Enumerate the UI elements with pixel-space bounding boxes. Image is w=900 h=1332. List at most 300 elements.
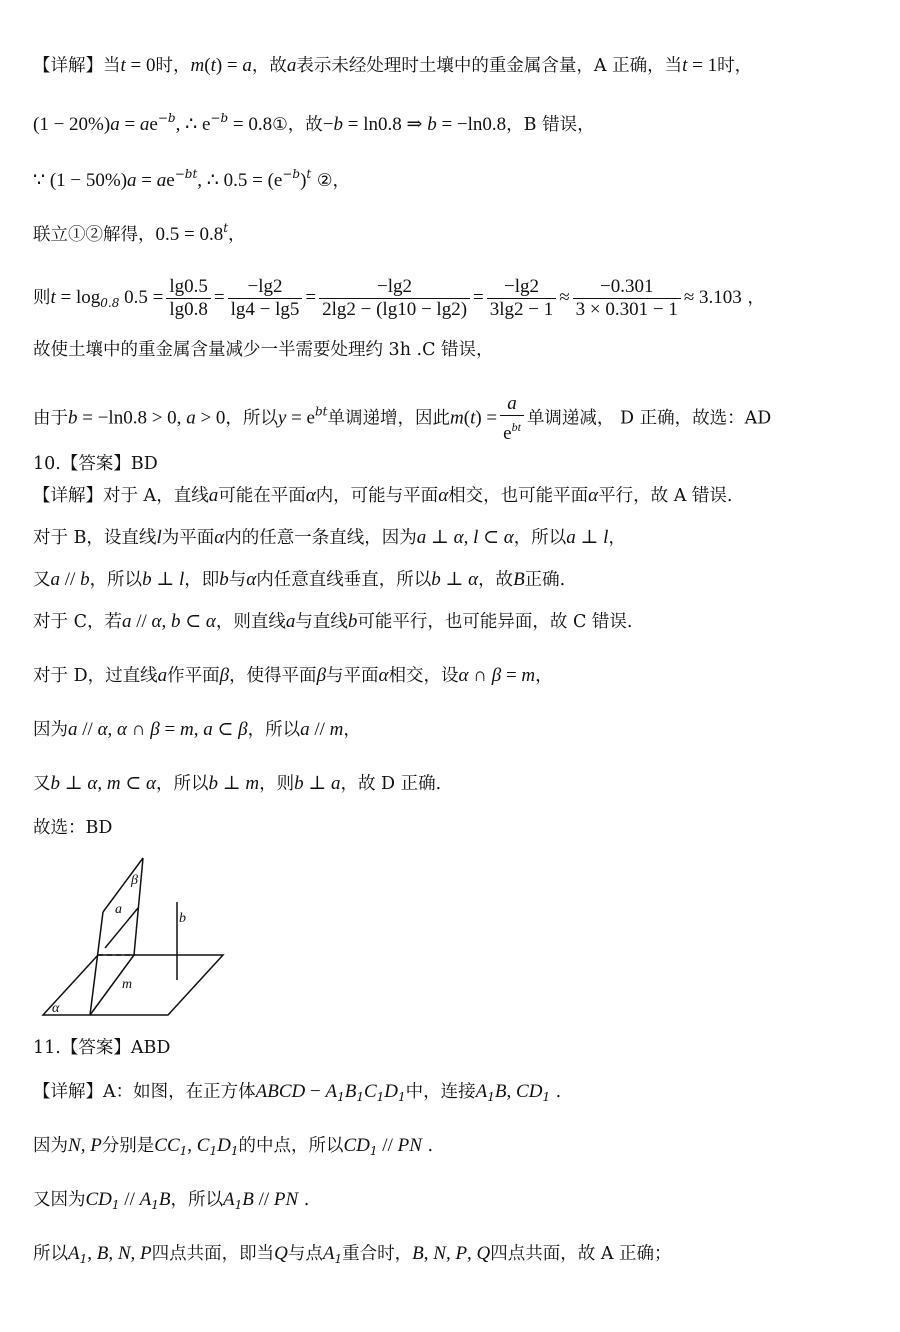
fraction-denominator: lg4 − lg5	[230, 299, 300, 320]
math-run: CD	[85, 1189, 112, 1210]
label-alpha: α	[52, 1001, 60, 1016]
math-run: b	[427, 114, 437, 135]
math-run: ,	[97, 773, 107, 794]
math-run: D	[384, 1081, 399, 1102]
math-run: //	[309, 719, 330, 740]
text-run: 相交，设	[388, 666, 459, 686]
text-run: 可能平行，也可能异面，故 C 错误.	[357, 612, 633, 632]
math-run: ,	[80, 1135, 91, 1156]
text-run: 与平面	[326, 666, 379, 686]
math-run: a	[300, 719, 310, 740]
math-run: ABCD	[255, 1081, 306, 1102]
math-run: ⊂	[120, 773, 147, 794]
math-run: ⊥	[60, 773, 88, 794]
math-run: α	[438, 485, 449, 506]
math-run: b	[80, 569, 90, 590]
text-run: ①，故	[272, 115, 323, 135]
math-run: (1 − 20%)	[33, 114, 111, 135]
math-run: P	[140, 1243, 152, 1264]
math-run: a	[285, 611, 296, 632]
text-run: 联立①②解得，	[33, 225, 156, 245]
math-run: l	[178, 569, 185, 590]
math-run: l	[473, 527, 479, 548]
math-run: b	[50, 773, 60, 794]
text-run: 分别是	[101, 1136, 155, 1156]
math-run: 1	[230, 1144, 239, 1158]
text-run: ，故	[478, 570, 514, 590]
math-run: 1	[179, 1144, 188, 1158]
text-run: 单调递增，因此	[327, 408, 451, 429]
math-run: b	[333, 114, 344, 135]
math-run: A	[475, 1081, 488, 1102]
math-run: ⊂	[212, 719, 239, 740]
text-run: 故使土壤中的重金属含量减少一半需要处理约 3h .C 错误，	[33, 340, 494, 360]
math-run: = −ln0.8 > 0,	[77, 407, 187, 429]
math-run: ∵ (1 − 50%)	[33, 170, 128, 191]
text-run: 中，连接	[405, 1082, 476, 1102]
math-run: m	[329, 719, 344, 740]
text-run: .	[298, 1190, 310, 1210]
text-run: 正确.	[524, 570, 566, 590]
text-run: 故选：BD	[33, 818, 113, 838]
solution-10-b2-line	[33, 568, 565, 592]
solution-9-c-line	[33, 338, 494, 362]
math-run: 0.8	[100, 296, 120, 310]
text-run: ，	[535, 666, 553, 686]
math-run: α	[117, 719, 128, 740]
math-run: a	[127, 170, 137, 191]
math-run: 1	[79, 1252, 88, 1266]
text-run: 内，可能与平面	[315, 486, 439, 506]
math-run: ⊥	[303, 773, 331, 794]
text-run: 内的任意一条直线，因为	[224, 528, 417, 548]
math-run: b	[208, 773, 218, 794]
math-run: CD	[343, 1135, 370, 1156]
text-run: 【详解】当	[33, 56, 121, 76]
math-run: a	[242, 55, 252, 76]
solution-10-d-line	[33, 664, 553, 688]
text-run: 因为	[33, 720, 68, 740]
math-run: a	[157, 665, 168, 686]
math-run: −	[305, 1081, 326, 1102]
math-run: //	[377, 1135, 398, 1156]
solution-9-d-line	[33, 393, 771, 445]
math-run: (	[204, 55, 211, 76]
label-beta: β	[131, 873, 138, 888]
math-run: b	[171, 611, 181, 632]
math-run: ⊥	[426, 527, 454, 548]
text-run: 对于 D，过直线	[33, 666, 158, 686]
math-run: ,	[187, 1135, 197, 1156]
math-run: α	[205, 611, 216, 632]
fraction-denominator: lg0.8	[169, 299, 208, 320]
math-run: ,	[161, 611, 171, 632]
solution-11-a-line	[33, 1080, 561, 1109]
text-run: 可能在平面	[218, 486, 306, 506]
math-run: =	[501, 665, 522, 686]
text-run: ，则直线	[215, 612, 286, 632]
choice-10-line	[33, 816, 112, 840]
math-run: α	[378, 665, 389, 686]
text-run: 与	[228, 570, 247, 590]
math-run: m	[106, 773, 121, 794]
math-run: −b	[210, 111, 229, 125]
label-b: b	[179, 911, 186, 926]
math-run: N	[433, 1243, 446, 1264]
math-run: ∩	[127, 719, 151, 740]
math-run: a	[156, 170, 167, 191]
text-run: ，故 D 正确.	[340, 774, 442, 794]
math-run: ,	[463, 527, 474, 548]
math-run: m	[190, 55, 205, 76]
text-run: ，使得平面	[229, 666, 317, 686]
math-run: β	[238, 719, 248, 740]
math-run: =	[136, 170, 157, 191]
math-run: ≈	[559, 287, 570, 308]
math-run: m	[450, 407, 464, 429]
math-run: ,	[130, 1243, 141, 1264]
math-run: 1	[376, 1090, 385, 1104]
math-run: ≈ 3.103	[683, 287, 742, 308]
math-run: e	[149, 114, 158, 135]
math-run: α	[246, 569, 257, 590]
math-run: t	[210, 55, 216, 76]
math-run: α	[151, 611, 162, 632]
math-run: t	[682, 55, 688, 76]
math-run: a	[286, 55, 297, 76]
text-run: 对于 C，若	[33, 612, 122, 632]
math-run: = ln0.8 ⇒	[343, 114, 428, 135]
math-run: Q	[476, 1243, 491, 1264]
fraction	[319, 276, 470, 321]
math-run: C	[363, 1081, 377, 1102]
fraction-numerator: a	[500, 393, 524, 416]
math-run: a	[139, 114, 150, 135]
math-run: ⊥	[151, 569, 179, 590]
math-run: α	[214, 527, 225, 548]
text-run: 时，	[155, 56, 191, 76]
text-run: 表示未经处理时土壤中的重金属含量，A 正确，当	[296, 56, 683, 76]
text-run: 又因为	[33, 1190, 86, 1210]
fraction-denominator: 2lg2 − (lg10 − lg2)	[322, 299, 468, 320]
fraction-numerator: −0.301	[573, 276, 681, 299]
math-run: B	[412, 1243, 424, 1264]
math-run: N	[68, 1135, 81, 1156]
math-run: 1	[369, 1144, 378, 1158]
math-run: 1	[337, 1090, 345, 1104]
math-run: l	[603, 527, 609, 548]
solution-10-d3-line	[33, 772, 441, 796]
text-run: 单调递减， D 正确，故选：AD	[526, 408, 772, 429]
math-run: =	[119, 114, 140, 135]
math-run: l	[156, 527, 162, 548]
math-run: = e	[286, 407, 315, 429]
math-run: 1	[234, 1198, 243, 1212]
math-run: a	[50, 569, 60, 590]
math-run: ) =	[475, 407, 498, 429]
math-run: ⊂	[478, 527, 504, 548]
fraction-denominator: 3lg2 − 1	[489, 299, 554, 320]
math-run: = log	[55, 287, 101, 308]
math-run: a	[330, 773, 341, 794]
math-run: A	[222, 1189, 235, 1210]
math-run: = 1	[687, 55, 718, 76]
math-run: α	[146, 773, 156, 794]
math-run: α	[305, 485, 316, 506]
math-run: α	[87, 773, 98, 794]
math-run: P	[90, 1135, 102, 1156]
solution-9-intro-line	[33, 54, 752, 78]
math-run: 1	[542, 1090, 551, 1104]
math-run: =	[159, 719, 180, 740]
math-run: e	[166, 170, 175, 191]
math-run: P	[455, 1243, 468, 1264]
math-run: y	[277, 407, 287, 429]
math-run: b	[68, 407, 78, 429]
math-run: β	[316, 665, 327, 686]
math-run: β	[491, 665, 502, 686]
text-run: ，B 错误，	[506, 115, 595, 135]
text-run: 与点	[287, 1244, 323, 1264]
math-run: 1	[209, 1144, 218, 1158]
math-run: α	[458, 665, 469, 686]
math-run: 1	[334, 1252, 343, 1266]
math-run: a	[203, 719, 213, 740]
math-run: B	[494, 1081, 507, 1102]
math-run: ⊥	[218, 773, 246, 794]
math-run: 1	[487, 1090, 495, 1104]
math-run: //	[60, 569, 81, 590]
math-run: m	[521, 665, 536, 686]
math-run: −bt	[174, 167, 198, 181]
text-run: 与直线	[295, 612, 348, 632]
fraction	[487, 276, 557, 321]
math-run: B	[513, 569, 525, 590]
math-run: ∩	[468, 665, 492, 686]
fraction-numerator: −lg2	[228, 276, 303, 299]
text-run: ，所以	[89, 570, 143, 590]
text-run: ，即	[184, 570, 220, 590]
fraction	[573, 276, 681, 321]
label-m: m	[122, 977, 133, 992]
math-run: ,	[467, 1243, 477, 1264]
text-run: 平行，故 A 错误.	[598, 486, 733, 506]
math-run: =	[473, 287, 484, 308]
text-run: .	[550, 1082, 562, 1102]
text-run: 11.【答案】ABD	[33, 1038, 171, 1058]
math-run: −b	[282, 167, 301, 181]
math-run: = 0.8	[228, 114, 273, 135]
math-run: , ∴ 0.5 = (e	[197, 170, 283, 191]
answer-10-heading	[33, 452, 158, 476]
math-run: ,	[87, 1243, 97, 1264]
text-run: 作平面	[167, 666, 220, 686]
math-run: b	[142, 569, 152, 590]
math-run: > 0	[195, 407, 226, 429]
math-run: PN	[273, 1189, 299, 1210]
math-run: β	[150, 719, 160, 740]
text-run: ，	[228, 225, 246, 245]
fraction	[166, 276, 211, 321]
text-run: ，所以	[247, 720, 301, 740]
solution-9-combine-line	[33, 216, 246, 247]
math-run: = 0	[125, 55, 156, 76]
math-run: b	[219, 569, 229, 590]
fraction-numerator: −lg2	[487, 276, 557, 299]
solution-11-mid-line	[33, 1134, 433, 1163]
math-run: b	[431, 569, 441, 590]
math-run: A	[68, 1243, 80, 1264]
math-run: CD	[516, 1081, 543, 1102]
math-run: ⊥	[440, 569, 469, 590]
text-run: ，	[741, 288, 765, 308]
math-run: a	[68, 719, 78, 740]
text-run: ，所以	[170, 1190, 223, 1210]
plane-diagram	[38, 850, 228, 1020]
math-run: , ∴ e	[175, 114, 211, 135]
math-run: C	[196, 1135, 210, 1156]
math-run: ,	[506, 1081, 517, 1102]
text-run: ，所以	[156, 774, 209, 794]
math-run: ,	[445, 1243, 456, 1264]
math-run: = −ln0.8	[436, 114, 507, 135]
math-run: 0.5 =	[119, 287, 164, 308]
math-run: bt	[315, 404, 328, 419]
math-run: 1	[398, 1090, 406, 1104]
math-run: m	[179, 719, 194, 740]
text-run: 的中点，所以	[238, 1136, 344, 1156]
math-run: //	[119, 1189, 140, 1210]
text-run: ，所以	[225, 408, 278, 429]
math-run: Q	[274, 1243, 288, 1264]
fraction	[228, 276, 303, 321]
math-run: −b	[157, 111, 176, 125]
fraction-numerator: −lg2	[319, 276, 470, 299]
text-run: 由于	[33, 408, 68, 429]
math-run: ⊂	[180, 611, 206, 632]
text-run: 又	[33, 774, 51, 794]
math-run: B	[158, 1189, 171, 1210]
text-run: 又	[33, 570, 51, 590]
math-run: 1	[151, 1198, 159, 1212]
math-run: t	[306, 167, 312, 181]
math-run: ,	[108, 1243, 118, 1264]
math-run: α	[588, 485, 599, 506]
math-run: ,	[423, 1243, 434, 1264]
answer-11-heading	[33, 1036, 170, 1060]
solution-11-coplanar-line	[33, 1242, 672, 1271]
math-run: a	[186, 407, 196, 429]
math-run: β	[219, 665, 230, 686]
text-run: ②，	[311, 171, 351, 191]
math-run: ,	[107, 719, 118, 740]
text-run: ，故	[251, 56, 287, 76]
math-run: //	[77, 719, 98, 740]
math-run: //	[131, 611, 152, 632]
text-run: 四点共面，故 A 正确；	[490, 1244, 672, 1264]
text-run: ，	[608, 528, 626, 548]
text-run: 重合时，	[342, 1244, 413, 1264]
text-run: 10.【答案】BD	[33, 454, 158, 474]
math-run: ,	[193, 719, 204, 740]
fraction-numerator: lg0.5	[166, 276, 211, 299]
label-a: a	[115, 902, 122, 917]
math-run: N	[117, 1243, 131, 1264]
math-run: α	[468, 569, 479, 590]
solution-9-eq2-line	[33, 162, 350, 193]
math-run: 1	[356, 1090, 364, 1104]
math-run: t	[50, 287, 56, 308]
fraction-denominator: 3 × 0.301 − 1	[575, 299, 678, 320]
solution-10-b-line	[33, 526, 626, 550]
math-run: B	[242, 1189, 254, 1210]
math-run: A	[325, 1081, 338, 1102]
plane-alpha-shape	[43, 955, 223, 1015]
math-run: a	[208, 485, 219, 506]
math-run: a	[110, 114, 120, 135]
math-run: t	[223, 221, 229, 235]
math-run: A	[322, 1243, 335, 1264]
math-run: D	[217, 1135, 231, 1156]
math-run: B	[96, 1243, 109, 1264]
math-run: a	[416, 527, 427, 548]
math-run: t	[470, 407, 476, 429]
math-run: A	[139, 1189, 152, 1210]
math-run: ) =	[215, 55, 243, 76]
math-run: t	[120, 55, 126, 76]
text-run: ，	[343, 720, 361, 740]
text-run: 因为	[33, 1136, 68, 1156]
text-run: 时，	[717, 56, 753, 76]
solution-10-d2-line	[33, 718, 361, 742]
solution-10-c-line	[33, 610, 632, 634]
math-run: =	[213, 287, 225, 308]
math-run: a	[566, 527, 576, 548]
fraction-denominator: $e^{bt}$	[503, 420, 521, 444]
fraction	[500, 393, 524, 445]
text-run: .	[421, 1136, 434, 1156]
solution-9-b-line	[33, 106, 595, 137]
math-run: CC	[154, 1135, 180, 1156]
math-run: b	[347, 611, 358, 632]
math-run: m	[245, 773, 260, 794]
math-run: ⊥	[575, 527, 604, 548]
math-run: −	[322, 114, 334, 135]
text-run: 四点共面，即当	[151, 1244, 275, 1264]
math-run: α	[453, 527, 464, 548]
math-run: )	[300, 170, 307, 191]
math-run: B	[344, 1081, 357, 1102]
solution-10-a-line	[33, 484, 732, 508]
math-run: b	[294, 773, 304, 794]
math-run: 1	[111, 1198, 120, 1212]
text-run: 【详解】A：如图，在正方体	[33, 1082, 256, 1102]
math-run: =	[305, 287, 317, 308]
text-run: 则	[33, 288, 51, 308]
math-run: α	[503, 527, 514, 548]
solution-9-log-line	[33, 276, 765, 321]
text-run: 相交，也可能平面	[448, 486, 589, 506]
text-run: 对于 B，设直线	[33, 528, 157, 548]
math-run: //	[253, 1189, 274, 1210]
text-run: ，则	[259, 774, 295, 794]
math-run: 0.5 = 0.8	[155, 224, 224, 245]
text-run: 【详解】对于 A，直线	[33, 486, 209, 506]
math-run: α	[97, 719, 108, 740]
text-run: 所以	[33, 1244, 68, 1264]
math-run: (	[463, 407, 471, 429]
math-run: a	[121, 611, 132, 632]
